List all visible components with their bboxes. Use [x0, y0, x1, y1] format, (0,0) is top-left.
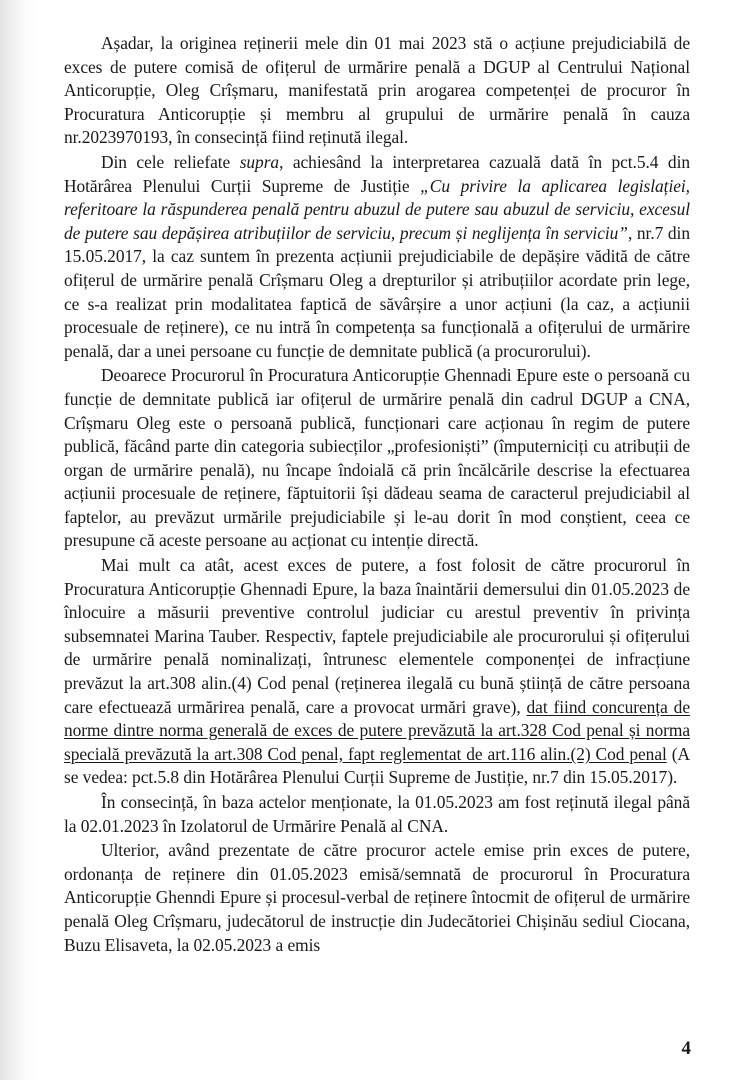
paragraph-5-text: În consecință, în baza actelor menționate, la 01.05.2023 am fost reținută ilegal până la 02.01.2023 în Izolatorul de Urmărire Penală al CNA.: [64, 792, 690, 836]
paragraph-6: [64, 839, 690, 957]
paragraph-5: [64, 791, 690, 838]
page-number: 4: [681, 1038, 691, 1059]
paragraph-2-text: , achiesând la interpretarea cazuală dată în pct.5.4 din Hotărârea Plenului Curții Supreme de Justiție: [64, 151, 691, 196]
quoted-decision-title: „Cu privire la aplicarea legislației, referitoare la răspunderea penală pentru abuzul de putere sau abuzul de serviciu, excesul de putere sau depășirea atribuțiilor de serviciu, precum și neglijența în serviciu”: [64, 175, 690, 243]
paragraph-1: [64, 32, 690, 150]
paragraph-2-text: , nr.7 din 15.05.2017, la caz suntem în prezenta acțiunii prejudiciabile de depășire vădită de către ofițerul de urmărire penală Crîșmaru Oleg a drepturilor și atribuțiilor acordate prin lege, ce s-a realizat prin modalitatea faptică de săvârșire a unor acțiuni (la caz, a acțiunii procesuale de reținere), ce nu intră în competența sa funcțională a ofițerului de urmărire penală, dar a unei persoane cu funcție de demnitate publică (a procurorului).: [64, 222, 690, 361]
paragraph-3-text: Deoarece Procurorul în Procuratura Anticorupție Ghennadi Epure este o persoană cu funcție de demnitate publică iar ofițerul de urmărire penală din cadrul DGUP a CNA, Crîșmaru Oleg este o persoană publică, funcționari care acționau în regim de putere publică, făcând parte din categoria subiecților „profesioniști” (împuterniciți cu atribuții de organ de urmărire penală), nu încape îndoială că prin încălcările descrise la efectuarea acțiunii procesuale de reținere, făptuitorii își dădeau seama de caracterul prejudiciabil al faptelor, au prevăzut urmările prejudiciabile și le-au dorit în mod conștient, ceea ce presupune că aceste persoane au acționat cu intenție directă.: [64, 365, 690, 551]
document-body: [64, 32, 690, 958]
latin-term-supra: supra: [239, 151, 280, 172]
paragraph-2: [64, 151, 690, 363]
paragraph-4-text: (A se vedea: pct.5.8 din Hotărârea Plenului Curții Supreme de Justiție, nr.7 din 15.05.2017).: [64, 743, 690, 788]
paragraph-4: [64, 554, 690, 790]
paragraph-4-text: Mai mult ca atât, acest exces de putere, a fost folosit de către procurorul în Procuratura Anticorupție Ghennadi Epure, la baza înaintării demersului din 01.05.2023 de înlocuire a măsurii preventive controlul judiciar cu arestul preventiv în privința subsemnatei Marina Tauber. Respectiv, faptele prejudiciabile ale procurorului și ofițerului de urmărire penală nominalizați, întrunesc elementele componenței de infracțiune prevăzut la art.308 alin.(4) Cod penal (reținerea ilegală cu bună știință de către persoana care efectuează urmărirea penală, care a provocat urmări grave),: [64, 555, 690, 717]
paragraph-1-text: Așadar, la originea reținerii mele din 01 mai 2023 stă o acțiune prejudiciabilă de exces de putere comisă de ofițerul de urmărire penală a DGUP al Centrului Național Anticorupție, Oleg Crîșmaru, manifestată prin arogarea competenței de procuror în Procuratura Anticorupție și membru al grupului de urmărire penală în cauza nr.2023970193, în consecință fiind reținută ilegal.: [64, 33, 690, 148]
paragraph-3: [64, 364, 690, 553]
paragraph-6-text: Ulterior, având prezentate de către procuror actele emise prin exces de putere, ordonanța de reținere din 01.05.2023 emisă/semnată de procurorul în Procuratura Anticorupție Ghenndi Epure și procesul-verbal de reținere întocmit de ofițerul de urmărire penală Oleg Crîșmaru, judecătorul de instrucție din Judecătoriei Chișinău sediul Ciocana, Buzu Elisaveta, la 02.05.2023 a emis: [64, 840, 690, 955]
underlined-legal-note: dat fiind concurența de norme dintre norma generală de exces de putere prevăzută la art.328 Cod penal și norma specială prevăzută la art.308 Cod penal, fapt reglementat de art.116 alin.(2) Cod penal: [64, 696, 690, 764]
paragraph-2-text: Din cele reliefate: [101, 151, 240, 172]
